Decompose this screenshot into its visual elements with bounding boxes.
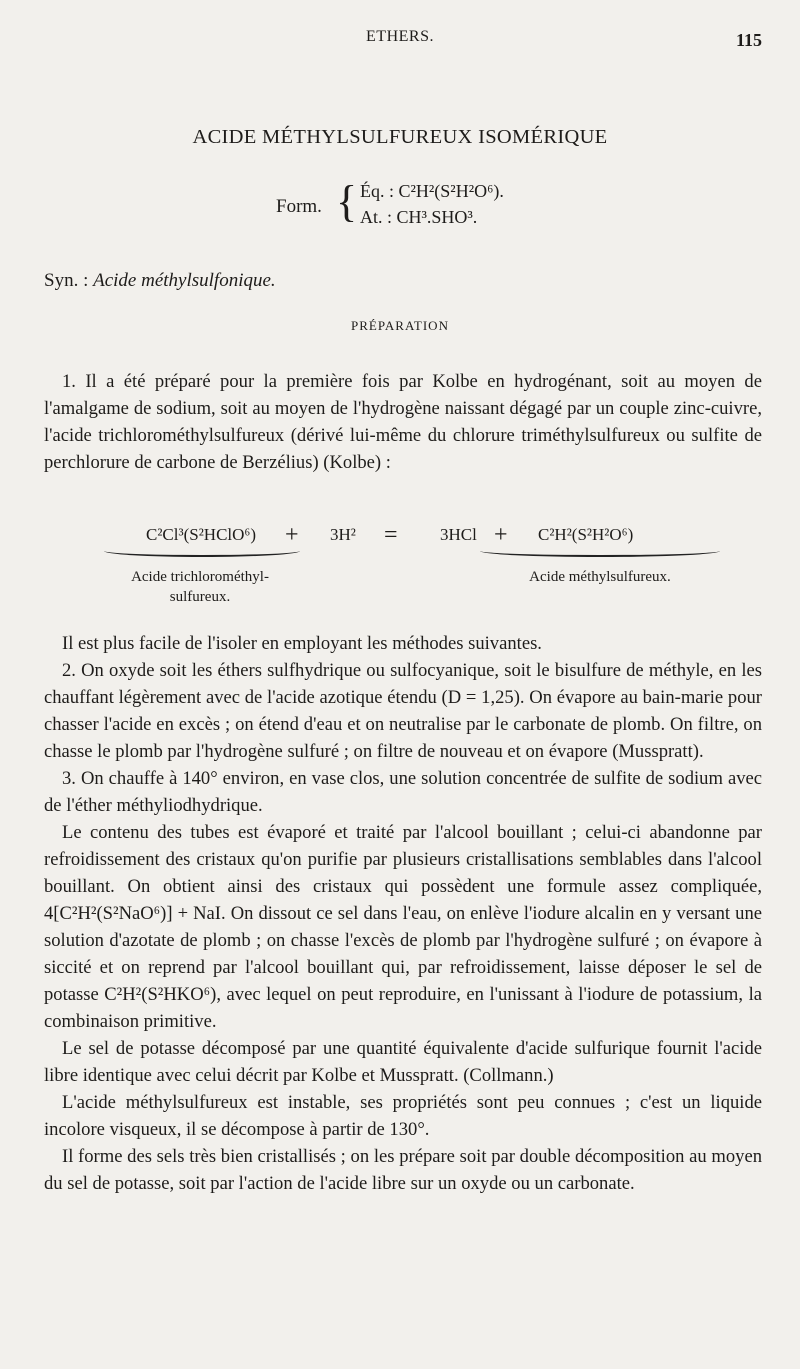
underbrace-right (480, 545, 720, 557)
reaction-equation (60, 522, 760, 605)
equation-term-reactant-1: C²Cl³(S²HClO⁶) (146, 525, 257, 544)
paragraph-properties: L'acide méthylsulfureux est instable, ses propriétés sont peu connues ; c'est un liquide incolore visqueux, il se décompose à partir de 130°. (44, 1092, 762, 1140)
synonym-value: Acide méthylsulfonique. (93, 270, 276, 291)
equation-term-reactant-2: 3H² (330, 525, 356, 544)
synonym-line (44, 270, 276, 292)
paragraph-intro-methods: Il est plus facile de l'isoler en employant les méthodes suivantes. (62, 633, 542, 654)
equation-term-product-2: C²H²(S²H²O⁶) (538, 525, 634, 544)
equation-equals: = (384, 522, 398, 548)
section-heading: PRÉPARATION (351, 318, 449, 333)
synonym-label: Syn. : (44, 270, 89, 291)
page-number: 115 (735, 30, 762, 50)
formula-atomic: At. : CH³.SHO³. (360, 207, 478, 227)
paragraph-potash-salt: Le sel de potasse décomposé par une quantité équivalente d'acide sulfurique fournit l'acide libre identique avec celui décrit par Kolbe et Musspratt. (Collmann.) (44, 1038, 762, 1086)
formula-label: Form. (276, 196, 322, 217)
paragraph-tube-contents: Le contenu des tubes est évaporé et traité par l'alcool bouillant ; celui-ci abandonne par refroidissement des cristaux qu'on purifie par plusieurs cristallisations semblables dans l'alcool bouillant. On obtient ainsi des cristaux qui possèdent une formule assez compliquée, 4[C²H²(S²NaO⁶)] + NaI. On dissout ce sel dans l'eau, on enlève l'iodure alcalin en y versant une solution d'azotate de plomb ; on chasse l'excès de plomb par l'hydrogène sulfuré ; on évapore à siccité et on reprend par l'alcool bouillant qui, par refroidissement, laisse déposer le sel de potasse C²H²(S²HKO⁶), avec lequel on peut reproduire, en l'unissant à l'iodure de potassium, la combinaison primitive. (44, 822, 762, 1032)
formula-lines (360, 178, 504, 230)
caption-reactant: Acide trichlorométhyl- sulfureux. (131, 569, 269, 605)
paragraph-method-3: 3. On chauffe à 140° environ, en vase clos, une solution concentrée de sulfite de sodium avec de l'éther méthyliodhydrique. (44, 768, 762, 816)
underbrace-left (104, 545, 300, 557)
paragraph-method-2: 2. On oxyde soit les éthers sulfhydrique ou sulfocyanique, soit le bisulfure de méthyle, en les chauffant légèrement avec de l'acide azotique étendu (D = 1,25). On évapore au bain-marie pour chasser l'acide en excès ; on étend d'eau et on neutralise par le carbonate de plomb. On filtre, on chasse le plomb par l'hydrogène sulfuré ; on filtre de nouveau et on évapore (Musspratt). (44, 660, 762, 762)
article-title: ACIDE MÉTHYLSULFUREUX ISOMÉRIQUE (192, 126, 608, 148)
running-header: ETHERS. (366, 28, 434, 45)
body-text (44, 630, 762, 1197)
equation-term-product-1: 3HCl (440, 525, 477, 544)
formula-brace: { (336, 177, 358, 226)
paragraph-1 (44, 368, 762, 476)
paragraph-text: 1. Il a été préparé pour la première fois par Kolbe en hydrogénant, soit au moyen de l'amalgame de sodium, soit au moyen de l'hydrogène naissant dégagé par un couple zinc-cuivre, l'acide trichlorométhylsulfureux (dérivé lui-même du chlorure triméthylsulfureux ou sulfite de perchlorure de carbone de Berzélius) (Kolbe) : (44, 371, 762, 473)
equation-plus-2: + (494, 522, 508, 548)
paragraph-salts: Il forme des sels très bien cristallisés ; on les prépare soit par double décomposition au moyen du sel de potasse, soit par l'action de l'acide libre sur un oxyde ou un carbonate. (44, 1146, 762, 1194)
equation-plus-1: + (285, 522, 299, 548)
formula-equivalent: Éq. : C²H²(S²H²O⁶). (360, 181, 504, 201)
caption-product: Acide méthylsulfureux. (529, 569, 671, 585)
